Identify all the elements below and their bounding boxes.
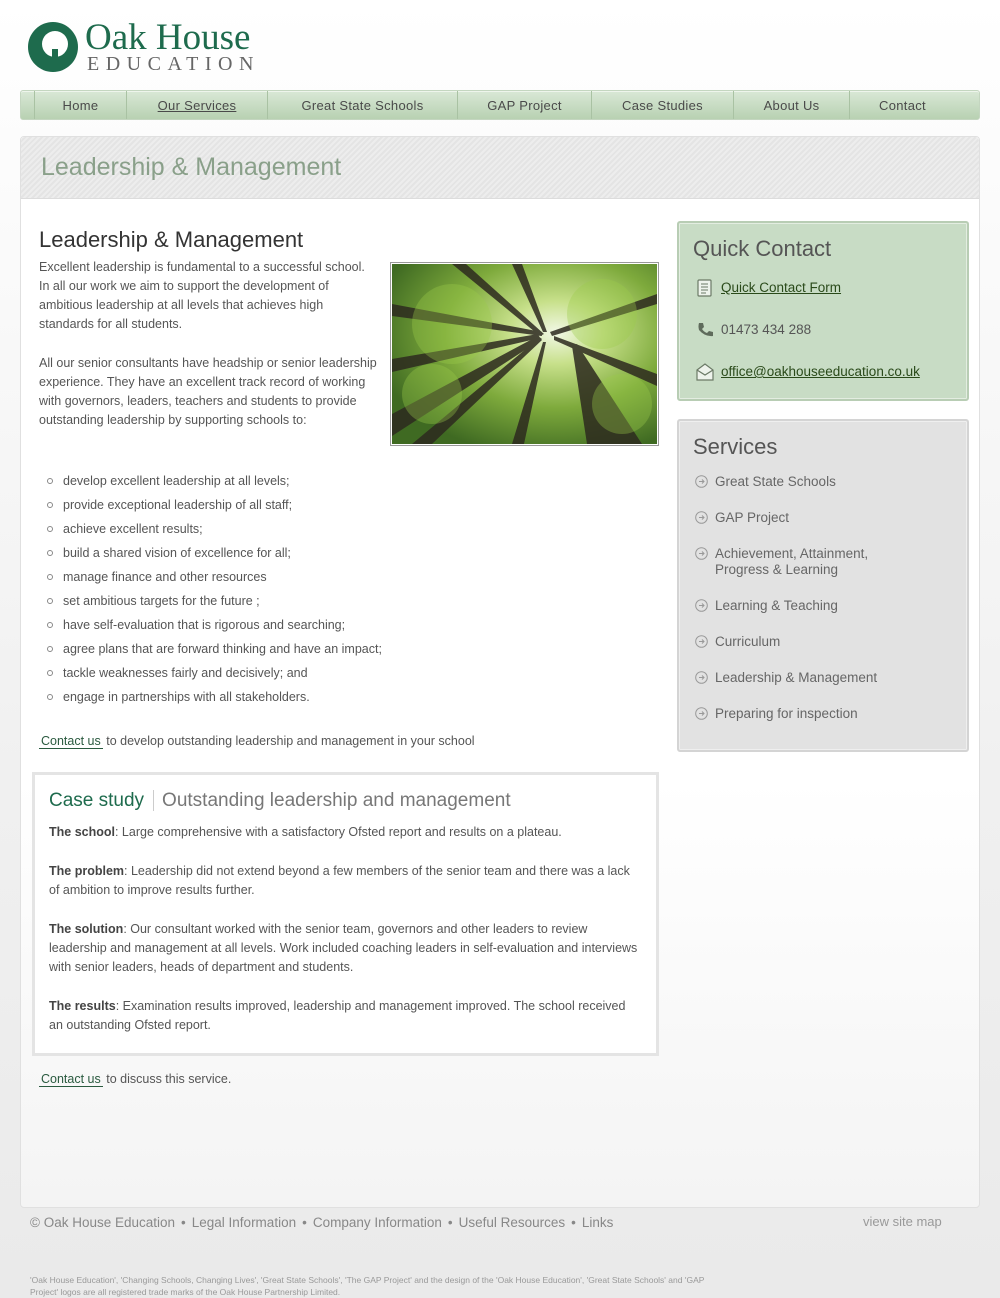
content-heading: Leadership & Management <box>39 227 304 252</box>
consultants-paragraph: All our senior consultants have headship or senior leadership experience. They have an excellent track record of working with governors, leaders, teachers and students to provide outstanding leadership by supporting schools to: <box>39 356 377 427</box>
list-item: build a shared vision of excellence for all; <box>47 544 382 568</box>
arrow-circle-icon <box>695 511 708 524</box>
trademark-notice: 'Oak House Education', 'Changing Schools, Changing Lives', 'Great State Schools', 'The GAP Project' and the design of the 'Oak House Education', 'Great State Schools' and 'GAP Project' logos are all registered trade marks of the Oak House Partnership Limited. <box>30 1275 705 1297</box>
services-title: Services <box>693 434 778 459</box>
arrow-circle-icon <box>695 547 708 560</box>
case-study-title: Outstanding leadership and management <box>162 790 511 811</box>
nav-home[interactable]: Home <box>34 91 126 119</box>
intro-paragraph: Excellent leadership is fundamental to a successful school. In all our work we aim to support the development of ambitious leadership at all levels that achieves high standards for all students. <box>39 260 365 331</box>
case-study-problem: The problem: Leadership did not extend beyond a few members of the senior team and there was a lack of ambition to improve results further. <box>49 864 630 897</box>
leadership-goals-list <box>47 472 382 712</box>
list-item: achieve excellent results; <box>47 520 382 544</box>
contact-us-link[interactable]: Contact us <box>41 1072 101 1086</box>
quick-contact-form-link[interactable]: Quick Contact Form <box>721 280 842 295</box>
services-box: Services Great State Schools GAP Project Achievement, Attainment, Progress & Learning Learning & Teaching Curriculum Leadership & Management Preparing for inspection <box>677 419 969 752</box>
contact-line-text: to develop outstanding leadership and management in your school <box>106 734 475 748</box>
email-icon <box>695 362 715 382</box>
case-study-results: The results: Examination results improved, leadership and management improved. The school received an outstanding Ofsted report. <box>49 999 626 1032</box>
oak-logo-icon <box>27 21 79 73</box>
quick-contact-box <box>677 221 969 401</box>
list-item: have self-evaluation that is rigorous and searching; <box>47 616 382 640</box>
case-study-solution: The solution: Our consultant worked with the senior team, governors and other leaders to review leadership and management at all levels. Work included coaching leaders in self-evaluation and interviews with senior leaders, heads of department and students. <box>49 922 638 974</box>
form-icon <box>695 278 715 298</box>
contact-line-text: to discuss this service. <box>106 1072 232 1086</box>
list-item: develop excellent leadership at all levels; <box>47 472 382 496</box>
list-item: engage in partnerships with all stakeholders. <box>47 688 382 712</box>
main-nav <box>20 90 980 120</box>
page-title: Leadership & Management <box>41 153 342 181</box>
nav-gap-project[interactable]: GAP Project <box>457 91 591 119</box>
footer-links-link[interactable]: Links <box>581 1215 614 1230</box>
arrow-circle-icon <box>695 599 708 612</box>
list-item: provide exceptional leadership of all staff; <box>47 496 382 520</box>
phone-number: 01473 434 288 <box>721 322 812 337</box>
quick-contact-title: Quick Contact <box>693 236 832 261</box>
nav-great-state-schools[interactable]: Great State Schools <box>267 91 457 119</box>
logo-subtitle: EDUCATION <box>87 53 260 75</box>
case-study-box <box>32 772 659 1056</box>
arrow-circle-icon <box>695 635 708 648</box>
footer-legal-link[interactable]: Legal Information <box>191 1215 297 1230</box>
arrow-circle-icon <box>695 707 708 720</box>
list-item: manage finance and other resources <box>47 568 382 592</box>
case-study-kicker: Case study <box>49 790 154 811</box>
sitemap-link[interactable]: view site map <box>863 1214 942 1229</box>
nav-case-studies[interactable]: Case Studies <box>591 91 733 119</box>
contact-us-link[interactable]: Contact us <box>41 734 101 748</box>
arrow-circle-icon <box>695 475 708 488</box>
nav-contact[interactable]: Contact <box>849 91 955 119</box>
footer-resources-link[interactable]: Useful Resources <box>458 1215 566 1230</box>
case-study-school: The school: Large comprehensive with a satisfactory Ofsted report and results on a plateau. <box>49 825 562 839</box>
site-logo[interactable] <box>27 18 277 78</box>
logo-name: Oak House <box>85 17 251 58</box>
contact-line-leadership <box>39 734 475 748</box>
email-link[interactable]: office@oakhouseeducation.co.uk <box>721 364 920 379</box>
page-banner <box>21 137 979 199</box>
list-item: tackle weaknesses fairly and decisively; and <box>47 664 382 688</box>
contact-line-service <box>39 1072 231 1086</box>
list-item: agree plans that are forward thinking and have an impact; <box>47 640 382 664</box>
nav-about-us[interactable]: About Us <box>733 91 849 119</box>
footer-links: © Oak House Education • Legal Information • Company Information • Useful Resources • Links <box>30 1215 614 1230</box>
forest-canopy-image <box>390 262 659 446</box>
arrow-circle-icon <box>695 671 708 684</box>
footer-company-link[interactable]: Company Information <box>312 1215 442 1230</box>
list-item: set ambitious targets for the future ; <box>47 592 382 616</box>
footer-copyright: © Oak House Education <box>30 1215 176 1230</box>
case-study-heading <box>49 790 511 812</box>
phone-icon <box>695 320 715 340</box>
nav-our-services[interactable]: Our Services <box>126 91 267 119</box>
